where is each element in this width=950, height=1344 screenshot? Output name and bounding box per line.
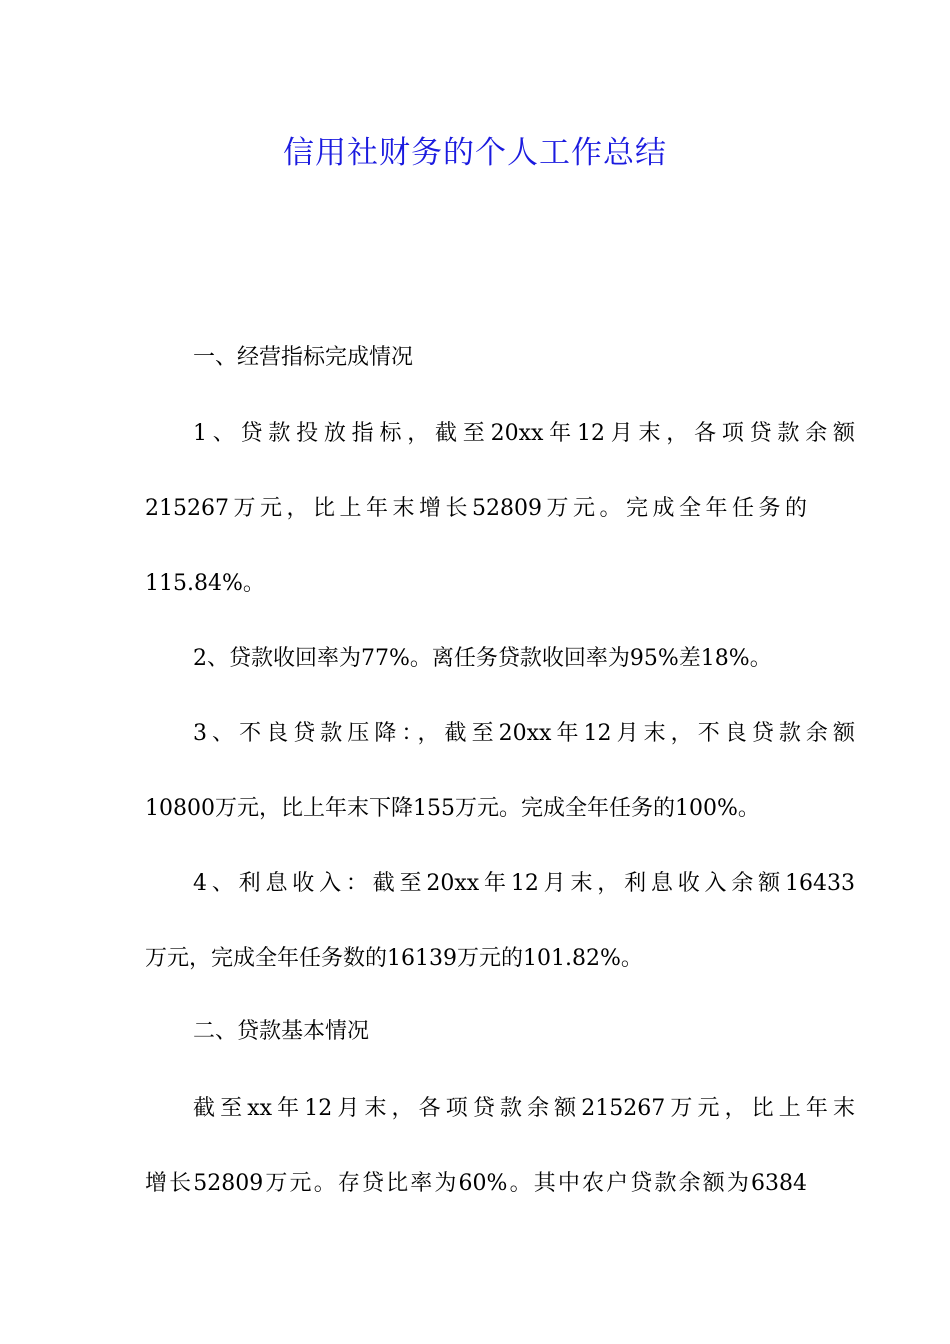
paragraph-line: 4、利息收入：截至20xx年12月末，利息收入余额16433: [193, 871, 855, 896]
document-title: 信用社财务的个人工作总结: [283, 135, 667, 171]
paragraph-line: 115.84%。: [145, 571, 265, 596]
paragraph-line: 1、贷款投放指标，截至20xx年12月末，各项贷款余额: [193, 421, 855, 446]
paragraph-line: 3、不良贷款压降：，截至20xx年12月末，不良贷款余额: [193, 721, 855, 746]
section-heading-operating-indicators: 一、经营指标完成情况: [193, 345, 414, 370]
paragraph-line: 2、贷款收回率为77%。离任务贷款收回率为95%差18%。: [193, 646, 772, 671]
paragraph-line: 10800万元，比上年末下降155万元。完成全年任务的100%。: [145, 796, 760, 821]
paragraph-line: 万元，完成全年任务数的16139万元的101.82%。: [145, 946, 643, 971]
paragraph-line: 截至xx年12月末，各项贷款余额215267万元，比上年末: [193, 1096, 855, 1121]
section-heading-loan-basics: 二、贷款基本情况: [193, 1019, 370, 1044]
paragraph-line: 增长52809万元。存贷比率为60%。其中农户贷款余额为6384: [145, 1171, 807, 1196]
paragraph-line: 215267万元，比上年末增长52809万元。完成全年任务的: [145, 496, 807, 521]
